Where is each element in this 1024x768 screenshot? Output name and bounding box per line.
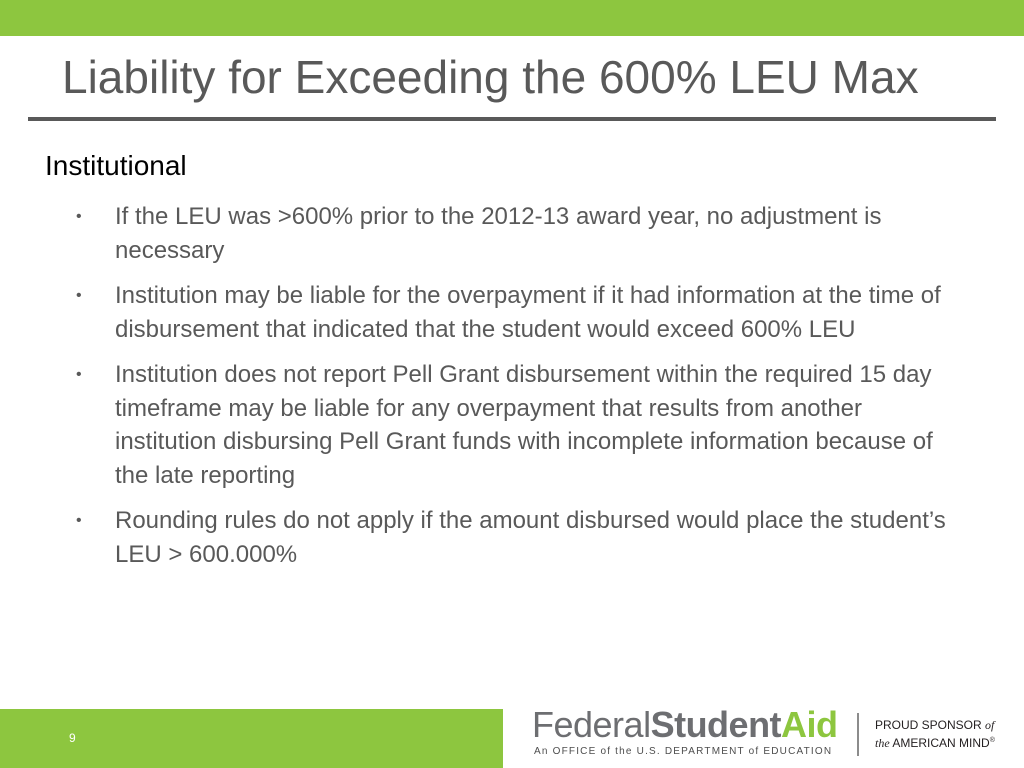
bullet-dot-icon: • (76, 208, 82, 225)
logo-divider (857, 713, 859, 756)
registered-mark-icon: ® (989, 737, 995, 744)
page-number: 9 (69, 731, 76, 745)
logo-word-aid: Aid (781, 704, 838, 745)
sponsor-line-1: PROUD SPONSOR of (875, 718, 995, 732)
slide-title: Liability for Exceeding the 600% LEU Max (62, 51, 919, 103)
bullet-text: Rounding rules do not apply if the amount disbursed would place the student’s LEU > 600.000% (115, 507, 946, 568)
sponsor-text (875, 718, 995, 751)
bullet-text: Institution may be liable for the overpayment if it had information at the time of disbursement that indicated that the student would exceed 600% LEU (115, 282, 941, 343)
logo-word-student: Student (650, 704, 782, 745)
bullet-list (76, 200, 956, 583)
logo-word-federal: Federal (532, 704, 651, 745)
bullet-dot-icon: • (76, 512, 82, 529)
bullet-item (76, 200, 956, 267)
bullet-text: If the LEU was >600% prior to the 2012-13 award year, no adjustment is necessary (115, 203, 882, 264)
bullet-text: Institution does not report Pell Grant disbursement within the required 15 day timeframe may be liable for any overpayment that results from another institution disbursing Pell Grant funds with incomplete information because of the late reporting (115, 361, 933, 489)
bullet-dot-icon: • (76, 287, 82, 304)
bullet-item (76, 279, 956, 346)
title-underline (28, 117, 996, 121)
bullet-item (76, 358, 956, 492)
sponsor-line-2: the AMERICAN MIND® (875, 736, 995, 750)
top-accent-bar (0, 0, 1024, 36)
bullet-item (76, 504, 956, 571)
federal-student-aid-logo (532, 704, 842, 764)
bullet-dot-icon: • (76, 366, 82, 383)
logo-tagline: An OFFICE of the U.S. DEPARTMENT of EDUCATION (534, 746, 833, 757)
section-heading: Institutional (45, 150, 187, 181)
logo-wordmark (532, 704, 838, 746)
